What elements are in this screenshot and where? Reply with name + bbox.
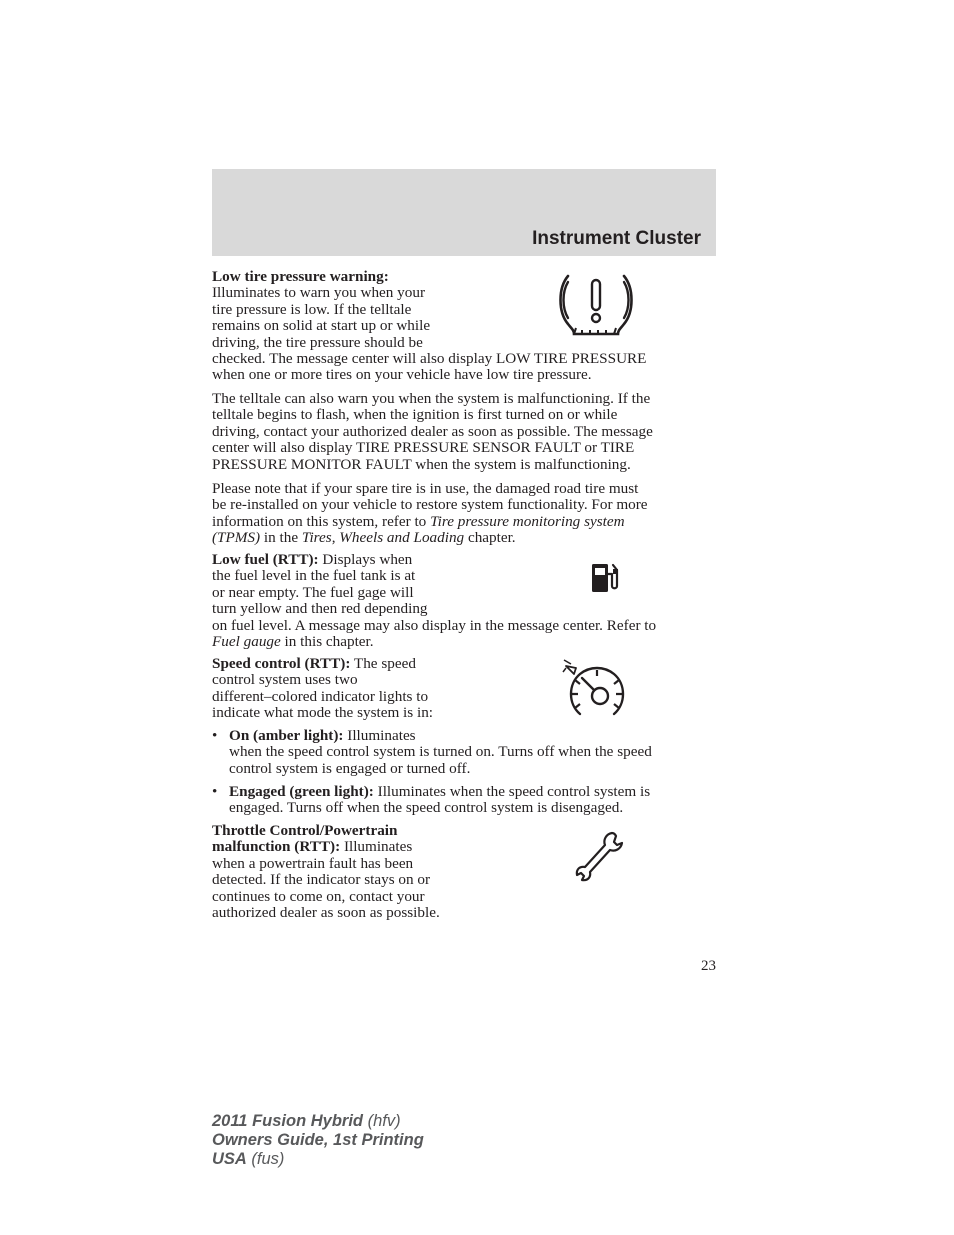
footer-code: (fus): [246, 1150, 285, 1168]
text-line: continues to come on, contact your: [212, 887, 425, 905]
text-line: telltale begins to flash, when the ignition is first turned on or while: [212, 406, 618, 424]
section-header-band: [212, 169, 716, 256]
speed-control-paragraph: [212, 656, 512, 722]
text-line: Please note that if your spare tire is in use, the damaged road tire must: [212, 480, 639, 497]
text-line: driving, contact your authorized dealer as soon as possible. The message: [212, 422, 653, 440]
chapter-reference: Tires: [301, 529, 332, 547]
text-line: the fuel level in the fuel tank is at: [212, 567, 416, 585]
text-line: [212, 823, 512, 839]
text-span: Illuminates: [340, 838, 413, 856]
text-span: in the: [260, 529, 302, 547]
text-line: remains on solid at start up or while: [212, 317, 431, 335]
text-span: Illuminates: [343, 727, 416, 744]
bullet-mark: •: [212, 783, 218, 800]
text-span: ,: [331, 529, 340, 547]
footer-model: 2011 Fusion Hybrid: [212, 1112, 363, 1130]
text-line: when one or more tires on your vehicle have low tire pressure.: [212, 366, 592, 384]
text-line: engaged. Turns off when the speed control system is disengaged.: [229, 799, 624, 817]
text-line: driving, the tire pressure should be: [212, 333, 423, 351]
footer-market: USA: [212, 1150, 247, 1168]
text-span: chapter.: [464, 529, 516, 547]
text-line: [229, 728, 718, 744]
chapter-reference: Wheels and Loading: [339, 529, 465, 547]
list-item-amber-light: [212, 728, 718, 780]
text-span: Illuminates when the speed control system is: [373, 783, 651, 800]
fuel-pump-icon: [588, 560, 624, 596]
bullet-label: On (amber light):: [229, 727, 344, 744]
footer-line: [212, 1131, 424, 1150]
low-fuel-paragraph: [212, 552, 718, 650]
text-line: [212, 634, 718, 650]
low-tire-pressure-paragraph: [212, 269, 718, 384]
section-title: Instrument Cluster: [532, 228, 701, 249]
document-footer: [212, 1112, 424, 1169]
text-line: authorized dealer as soon as possible.: [212, 904, 440, 922]
text-span: The speed: [350, 655, 416, 672]
text-line: [212, 656, 512, 672]
text-line: PRESSURE MONITOR FAULT when the system is malfunctioning.: [212, 455, 631, 473]
text-line: [212, 530, 718, 546]
throttle-heading: malfunction (RTT):: [212, 838, 341, 856]
tpms-abbrev: (TPMS): [212, 529, 261, 547]
footer-line: [212, 1112, 424, 1131]
telltale-paragraph: [212, 391, 718, 473]
fuel-gauge-reference: Fuel gauge: [212, 633, 281, 651]
text-line: The telltale can also warn you when the system is malfunctioning. If the: [212, 390, 651, 407]
text-span: information on this system, refer to: [212, 512, 431, 530]
text-line: when a powertrain fault has been: [212, 854, 414, 872]
text-line: [229, 784, 718, 800]
text-line: when the speed control system is turned on. Turns off when the speed: [229, 743, 652, 761]
text-line: checked. The message center will also display LOW TIRE PRESSURE: [212, 350, 647, 368]
text-line: be re-installed on your vehicle to restore system functionality. For more: [212, 496, 648, 514]
text-line: different–colored indicator lights to: [212, 687, 429, 705]
text-line: [212, 552, 718, 568]
low-tire-heading: Low tire pressure warning:: [212, 268, 389, 285]
bullet-text: [229, 728, 718, 777]
text-line: [212, 839, 512, 855]
text-line: indicate what mode the system is in:: [212, 704, 434, 722]
wrench-icon: [574, 830, 626, 884]
text-line: tire pressure is low. If the telltale: [212, 300, 412, 318]
footer-printing: Owners Guide, 1st Printing: [212, 1131, 424, 1149]
text-line: turn yellow and then red depending: [212, 600, 428, 618]
text-line: [212, 514, 718, 530]
text-span: Displays when: [318, 551, 413, 568]
text-span: in this chapter.: [280, 633, 374, 651]
text-line: control system uses two: [212, 671, 358, 689]
text-line: or near empty. The fuel gage will: [212, 583, 414, 601]
text-line: Illuminates to warn you when your: [212, 284, 426, 302]
low-fuel-heading: Low fuel (RTT):: [212, 551, 319, 568]
text-line: control system is engaged or turned off.: [229, 759, 471, 777]
throttle-heading: Throttle Control/Powertrain: [212, 822, 398, 839]
tpms-reference: Tire pressure monitoring system: [430, 512, 625, 530]
spare-tire-paragraph: [212, 481, 718, 547]
text-line: center will also display TIRE PRESSURE SENSOR FAULT or TIRE: [212, 439, 635, 457]
tire-pressure-warning-icon: [554, 270, 638, 342]
text-line: detected. If the indicator stays on or: [212, 871, 431, 889]
bullet-text: [229, 784, 718, 817]
throttle-control-paragraph: [212, 823, 512, 921]
bullet-label: Engaged (green light):: [229, 783, 374, 800]
bullet-mark: •: [212, 727, 218, 744]
footer-line: [212, 1150, 424, 1169]
text-line: on fuel level. A message may also display in the message center. Refer to: [212, 616, 657, 634]
speed-control-heading: Speed control (RTT):: [212, 655, 351, 672]
page-number: 23: [701, 958, 716, 974]
speed-control-icon: [562, 658, 632, 722]
footer-code: (hfv): [362, 1112, 401, 1130]
list-item-green-light: [212, 784, 718, 820]
